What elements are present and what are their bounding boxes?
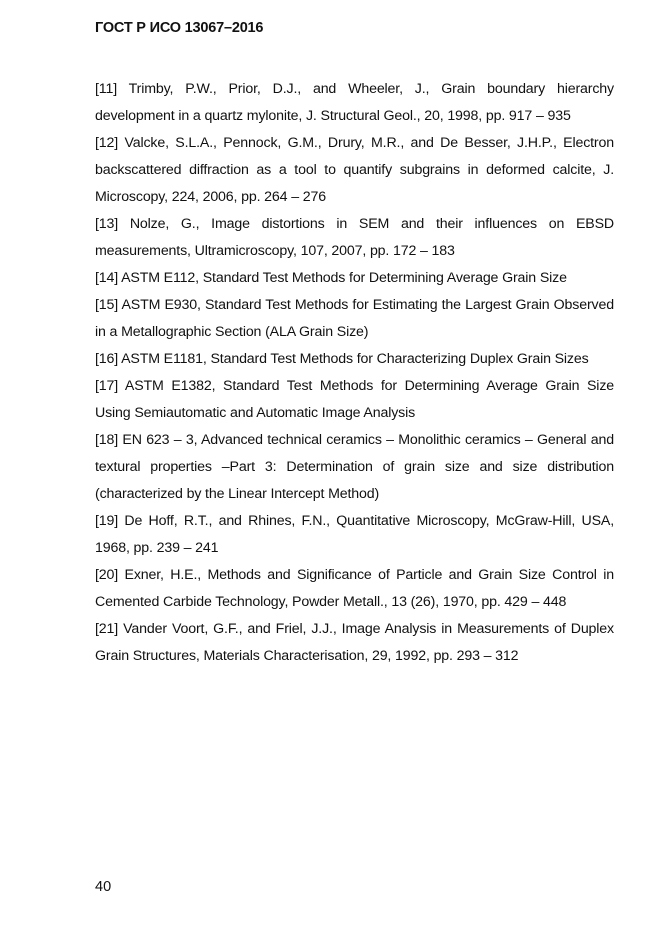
page-number: 40 bbox=[95, 879, 112, 895]
bibliography-entry-12: [12] Valcke, S.L.A., Pennock, G.M., Drury, M.R., and De Besser, J.H.P., Electron backscattered diffraction as a tool to quantify subgrains in deformed calcite, J. Microscopy, 224, 2006, pp. 264 – 276 bbox=[95, 135, 614, 205]
bibliography-entry-18: [18] EN 623 – 3, Advanced technical ceramics – Monolithic ceramics – General and textural properties –Part 3: Determination of grain size and size distribution (characterized by the Linear Intercept Method) bbox=[95, 432, 614, 502]
bibliography-entry-17: [17] ASTM E1382, Standard Test Methods for Determining Average Grain Size Using Semiautomatic and Automatic Image Analysis bbox=[95, 378, 614, 421]
bibliography-entry-14: [14] ASTM E112, Standard Test Methods for Determining Average Grain Size bbox=[95, 270, 567, 286]
bibliography-entry-20: [20] Exner, H.E., Methods and Significance of Particle and Grain Size Control in Cemented Carbide Technology, Powder Metall., 13 (26), 1970, pp. 429 – 448 bbox=[95, 567, 614, 610]
document-header-title: ГОСТ Р ИСО 13067–2016 bbox=[95, 20, 264, 36]
bibliography-entry-15: [15] ASTM E930, Standard Test Methods for Estimating the Largest Grain Observed in a Metallographic Section (ALA Grain Size) bbox=[95, 297, 614, 340]
bibliography-entry-11: [11] Trimby, P.W., Prior, D.J., and Wheeler, J., Grain boundary hierarchy development in a quartz mylonite, J. Structural Geol., 20, 1998, pp. 917 – 935 bbox=[95, 81, 614, 124]
bibliography-entry-16: [16] ASTM E1181, Standard Test Methods for Characterizing Duplex Grain Sizes bbox=[95, 351, 589, 367]
bibliography-entry-13: [13] Nolze, G., Image distortions in SEM and their influences on EBSD measurements, Ultramicroscopy, 107, 2007, pp. 172 – 183 bbox=[95, 216, 614, 259]
bibliography-entry-21: [21] Vander Voort, G.F., and Friel, J.J., Image Analysis in Measurements of Duplex Grain Structures, Materials Characterisation, 29, 1992, pp. 293 – 312 bbox=[95, 621, 614, 664]
bibliography-list bbox=[95, 76, 614, 670]
bibliography-entry-19: [19] De Hoff, R.T., and Rhines, F.N., Quantitative Microscopy, McGraw-Hill, USA, 1968, pp. 239 – 241 bbox=[95, 513, 614, 556]
